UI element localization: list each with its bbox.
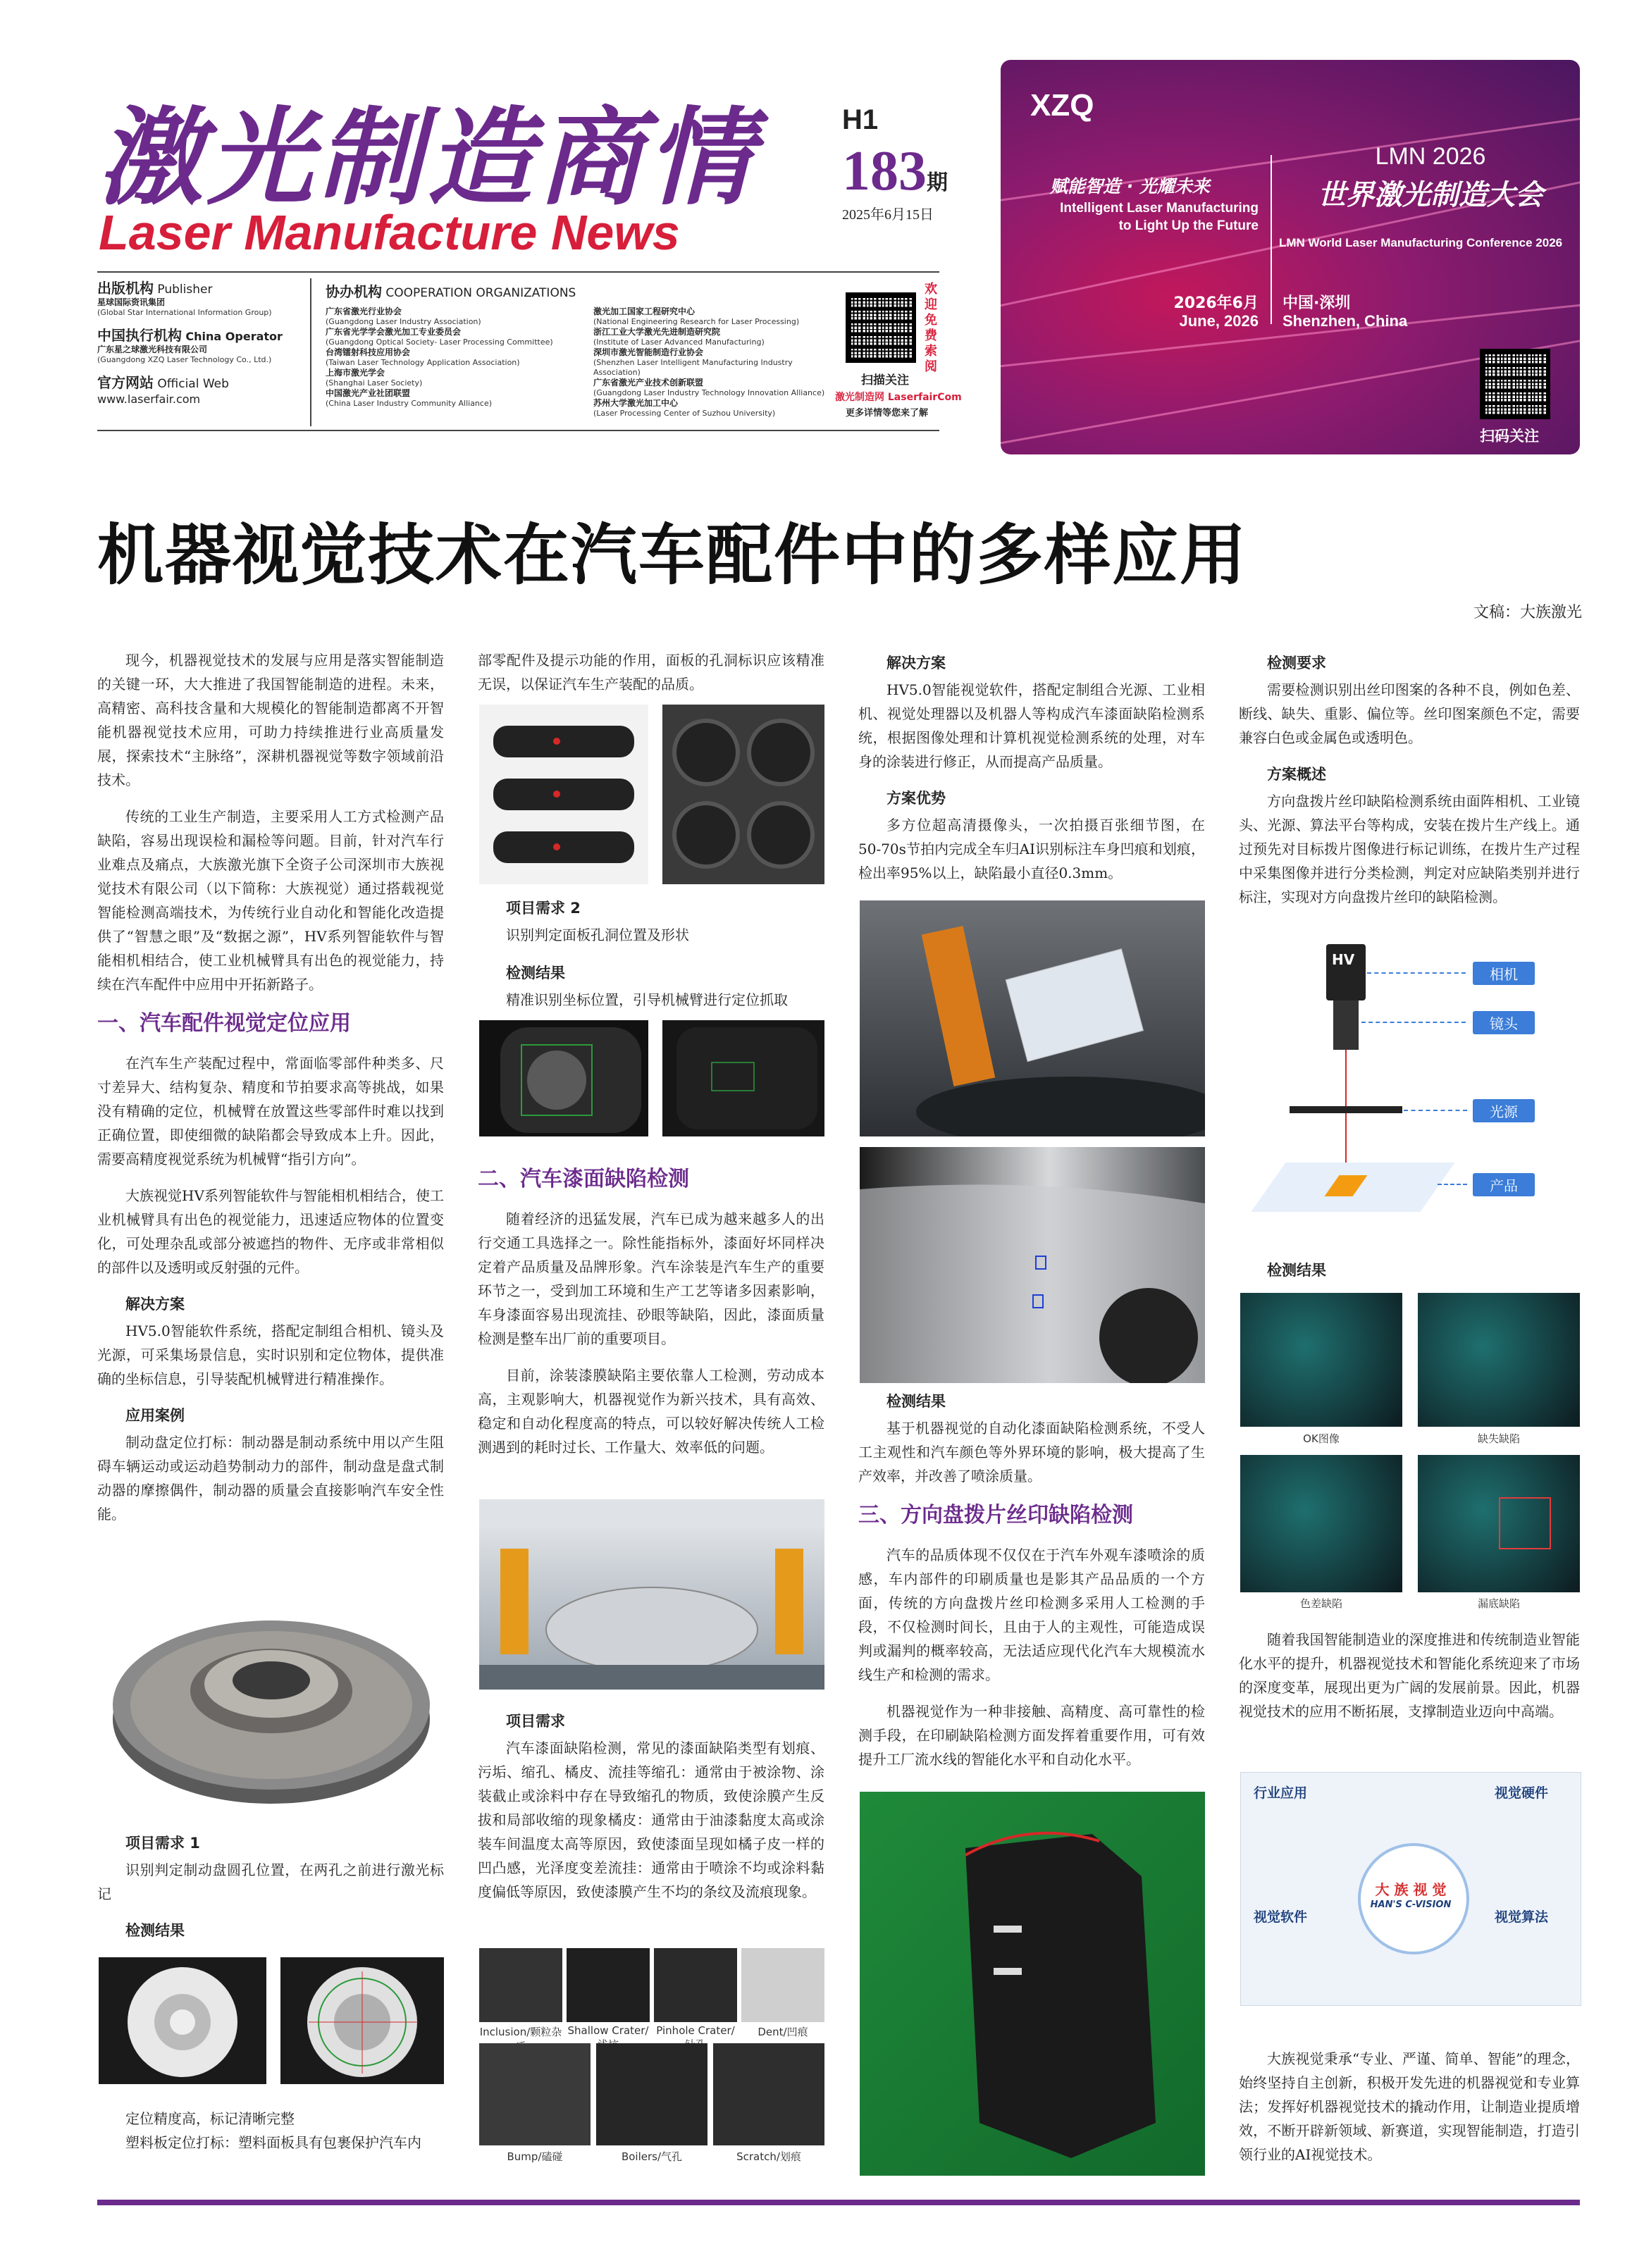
subheading: 项目需求 1 [125,1835,200,1852]
operator-name: 广东星之球激光科技有限公司 [97,345,208,354]
paragraph: 部零配件及提示功能的作用，面板的孔洞标识应该精准无误，以保证汽车生产装配的品质。 [478,652,824,693]
defect-caption: Pinhole Crater/ [656,2024,735,2037]
result-leak-image [1418,1455,1580,1592]
paddle-shifter-photo [860,1792,1205,2176]
defect-thumb [567,1948,650,2022]
result-color-image [1240,1455,1402,1592]
paragraph: 在汽车生产装配过程中，常面临零部件种类多、尺寸差异大、结构复杂、精度和节拍要求高等挑战，如果没有精确的定位，机械臂在放置这些零部件时难以找到正确位置，即使细微的缺陷都会导致成本上升。因此，需要高精度视觉系统为机械臂“指引方向”。 [97,1055,444,1167]
result-caption: 缺失缺陷 [1477,1432,1520,1445]
banner-event-en: LMN World Laser Manufacturing Conference 2026 [1279,236,1563,249]
web-label-en: Official Web [157,377,229,391]
org-name: 广东省光学学会激光加工专业委员会 [326,327,462,337]
masthead-rule-bottom [97,430,939,431]
infographic-hardware: 视觉硬件 [1495,1785,1549,1801]
column-4-closing [1239,2047,1580,2179]
banner-scan-label: 扫码关注 [1480,428,1539,445]
defect-thumb [596,2043,707,2145]
paragraph: HV5.0智能软件系统，搭配定制组合相机、镜头及光源，可采集场景信息，实时识别和定位物体，提供准确的坐标信息，引导装配机械臂进行精准操作。 [97,1322,444,1387]
org-name-en: (Guangdong Optical Society- Laser Processing Committee) [326,337,553,347]
leader-line [1404,1110,1467,1111]
result-image-grid [1240,1293,1580,1617]
banner-place-en: Shenzhen, China [1283,312,1408,330]
banner-slogan-cn: 赋能智造 · 光耀未来 [1050,176,1210,197]
paragraph: 精准识别坐标位置，引导机械臂进行定位抓取 [506,991,788,1008]
defect-thumb [479,2043,591,2145]
issue-date: 2025年6月15日 [842,207,934,223]
paragraph: HV5.0智能视觉软件，搭配定制组合光源、工业相机、视觉处理器以及机器人等构成汽车漆面缺陷检测系统，根据图像处理和计算机视觉检测系统的处理，对车身的涂装进行修正，从而提高产品质量。 [858,681,1205,770]
column-3-mid [858,1387,1205,1784]
subheading: 检测结果 [125,1922,185,1939]
column-2-mid [478,893,824,1024]
org-name-en: (Institute of Laser Advanced Manufacturing) [593,337,765,347]
qr-site-label[interactable]: 激光制造网 LaserfairCom [835,392,962,403]
column-3 [858,648,1205,898]
defect-caption: Boilers/气孔 [621,2150,683,2163]
subheading: 应用案例 [125,1407,185,1424]
cooperation-orgs-right [593,306,833,419]
publisher-name-en: (Global Star International Information Group) [97,308,272,317]
defect-thumb [479,1948,562,2022]
web-url[interactable]: www.laserfair.com [97,392,201,406]
subheading: 检测结果 [1267,1262,1326,1279]
event-banner[interactable] [1001,60,1580,454]
org-name-en: (Shenzhen Laser Intelligent Manufacturing Industry Association) [593,358,793,377]
qr-scan-label: 扫描关注 [861,373,909,388]
infographic-software: 视觉软件 [1254,1909,1308,1925]
issue-number [842,140,948,204]
column-1-bottom [97,2107,444,2167]
paragraph: 基于机器视觉的自动化漆面缺陷检测系统，不受人工主观性和汽车颜色等外界环境的影响，极大提高了生产效率，并改善了喷涂质量。 [858,1420,1205,1485]
paint-line-illustration [479,1499,824,1690]
defect-caption: Bump/磕碰 [507,2150,563,2163]
column-divider [310,278,311,426]
infographic-center-circle [1358,1843,1469,1954]
paragraph: 制动盘定位打标：制动器是制动系统中用以产生阻碍车辆运动或运动趋势制动力的部件，制动盘是盘式制动器的摩擦偶件，制动器的质量会直接影响汽车安全性能。 [97,1434,444,1523]
org-name-en: (China Laser Industry Community Alliance) [326,399,493,408]
leader-line [1438,1184,1467,1185]
defect-highlight-box [1499,1497,1551,1549]
subheading: 检测结果 [506,965,565,981]
org-name-en: (Taiwan Laser Technology Application Association) [326,358,520,367]
paragraph: 随着经济的迅猛发展，汽车已成为越来越多人的出行交通工具选择之一。除性能指标外，漆面好坏同样决定着产品质量及品牌形象。汽车涂装是汽车生产的重要环节之一，受到加工环境和生产工艺等诸多因素影响，车身漆面容易出现流挂、砂眼等缺陷，因此，漆面质量检测是整车出厂前的重要项目。 [478,1210,824,1347]
column-1 [97,648,444,1539]
panel-result-1 [479,1020,648,1136]
brake-disc-result-1 [99,1957,266,2084]
publisher-label: 出版机构 [97,280,154,297]
brake-disc-photo [99,1585,444,1821]
paragraph: 大族视觉秉承“专业、严谨、简单、智能”的理念，始终坚持自主创新，积极开发先进的机器视觉和专业算法；发挥好机器视觉技术的撬动作用，让制造业提质增效，不断开辟新领域、新赛道，实现智能制造，打造引领行业的AI视觉技术。 [1239,2050,1580,2163]
defect-caption: Dent/凹痕 [758,2026,808,2038]
qr-code[interactable] [846,292,916,363]
column-4-results [1239,1256,1580,1285]
article-headline: 机器视觉技术在汽车配件中的多样应用 [97,516,1248,594]
plastic-panel-illustration [479,705,648,884]
org-name: 广东省激光产业技术创新联盟 [593,378,704,388]
paragraph: 塑料板定位打标：塑料面板具有包裹保护汽车内 [125,2134,421,2151]
robot-inspection-illustration [860,900,1205,1136]
subheading: 项目需求 2 [506,900,581,917]
qr-more-label: 更多详情等您来了解 [846,408,929,419]
paddle-shifter-illustration [860,1792,1205,2176]
subheading: 解决方案 [125,1296,185,1313]
paragraph: 需要检测识别出丝印图案的各种不良，例如色差、断线、缺失、重影、偏位等。丝印图案颜色不定，需要兼容白色或金属色或透明色。 [1239,681,1580,746]
panel-result-illustration [479,1020,648,1136]
publisher-name: 星球国际资讯集团 [97,297,166,307]
paragraph: 方向盘拨片丝印缺陷检测系统由面阵相机、工业镜头、光源、算法平台等构成，安装在拨片生产线上。通过预先对目标拨片图像进行标记训练，在拨片生产过程中采集图像并进行分类检测，判定对应缺陷类别并进行标注，实现对方向盘拨片丝印的缺陷检测。 [1239,793,1580,905]
car-door-defect-photo [860,1147,1205,1383]
paragraph: 目前，涂装漆膜缺陷主要依靠人工检测，劳动成本高，主观影响大，机器视觉作为新兴技术，具有高效、稳定和自动化程度高的特点，可以较好解决传统人工检测遇到的耗时过长、工作量大、效率低的问题。 [478,1367,824,1456]
operator-label-en: China Operator [185,330,283,343]
defect-thumb [713,2043,824,2145]
cooperation-block [326,280,833,419]
section-heading-1: 一、汽车配件视觉定位应用 [97,1011,351,1036]
banner-place-cn: 中国·深圳 [1283,295,1351,312]
parts-tray-photo [662,705,824,884]
cooperation-label-en: COOPERATION ORGANIZATIONS [385,286,576,300]
camera-label: 相机 [1473,962,1535,985]
infographic-algorithm: 视觉算法 [1495,1909,1549,1925]
paragraph: 识别判定面板孔洞位置及形状 [506,927,689,943]
publisher-label-en: Publisher [157,283,213,297]
subheading: 项目需求 [506,1713,565,1730]
plastic-panel-photo [479,705,648,884]
banner-brand: XZQ [1030,88,1094,123]
camera-hv-label: HV [1332,951,1355,968]
defect-thumb [654,1948,737,2022]
panel-result-2 [662,1020,824,1136]
footer-rule [97,2200,1580,2205]
subheading: 解决方案 [886,655,946,671]
subheading: 方案优势 [886,790,946,807]
panel-result-illustration [662,1020,824,1136]
column-2 [478,648,824,709]
masthead-rule [97,271,939,273]
cooperation-label: 协办机构 [326,283,382,300]
issue-unit: 期 [927,171,948,194]
org-name: 苏州大学激光加工中心 [593,398,679,408]
org-name-en: (Guangdong Laser Industry Technology Innovation Alliance) [593,388,825,397]
issue-number-value: 183 [842,140,927,202]
banner-qr-code[interactable] [1480,349,1550,419]
infographic-center-en: HAN'S C-VISION [1370,1900,1452,1910]
column-4-body [1239,1628,1580,1736]
subheading: 检测结果 [886,1393,946,1410]
lens-label: 镜头 [1473,1011,1535,1034]
section-heading-3: 三、方向盘拨片丝印缺陷检测 [858,1503,1133,1528]
banner-slogan-en1: Intelligent Laser Manufacturing [1060,201,1259,216]
product-label: 产品 [1473,1173,1535,1196]
light-source-bar [1290,1106,1402,1113]
web-label: 官方网站 [97,374,154,391]
paragraph: 机器视觉作为一种非接触、高精度、高可靠性的检测手段，在印刷缺陷检测方面发挥着重要作用，可有效提升工厂流水线的智能化水平和自动化水平。 [858,1703,1205,1768]
banner-date-cn: 2026年6月 [1173,295,1259,312]
robot-inspection-photo [860,900,1205,1136]
column-2-lower [478,1706,824,1916]
subheading: 方案概述 [1267,766,1326,783]
inspection-setup-diagram [1240,930,1580,1240]
org-name: 中国激光产业社团联盟 [326,388,411,398]
defect-caption: Inclusion/颗粒杂 [479,2026,562,2038]
hans-vision-infographic [1240,1772,1581,2006]
result-caption: OK图像 [1303,1432,1340,1445]
org-name-en: (National Engineering Research for Laser Processing) [593,317,800,326]
parts-tray-illustration [662,705,824,884]
light-label: 光源 [1473,1099,1535,1122]
lens-body [1333,1000,1359,1050]
leader-line [1367,972,1466,974]
org-name: 台湾镭射科技应用协会 [326,347,411,357]
car-door-illustration [860,1147,1205,1383]
leader-line [1361,1022,1466,1023]
paragraph: 大族视觉HV系列智能软件与智能相机相结合，使工业机械臂具有出色的视觉能力，迅速适应物体的位置变化，可处理杂乱或部分被遮挡的物件、无序或非常相似的部件以及透明或反射强的元件。 [97,1187,444,1276]
paint-line-photo [479,1499,824,1690]
article-byline: 文稿：大族激光 [1473,604,1582,621]
org-name: 浙江工业大学激光先进制造研究院 [593,327,721,337]
result-caption: 漏底缺陷 [1477,1597,1520,1610]
org-name: 深圳市激光智能制造行业协会 [593,347,704,357]
qr-side-text: 欢迎免费索阅 [925,282,937,374]
paragraph: 定位精度高，标记清晰完整 [125,2110,295,2127]
banner-event: LMN 2026 [1375,143,1486,170]
org-name: 激光加工国家工程研究中心 [593,306,696,316]
org-name-en: (Guangdong Laser Industry Association) [326,317,481,326]
banner-event-cn: 世界激光制造大会 [1318,179,1543,211]
result-missing-image [1418,1293,1580,1427]
paragraph: 汽车的品质体现不仅仅在于汽车外观车漆喷涂的质感，车内部件的印刷质量也是影其产品品质的一个方面，传统的方向盘拨片丝印检测多采用人工检测的手段，不仅检测时间长，且由于人的主观性，可能造成误判或漏判的概率较高，无法适应现代化汽车大规模流水线生产和检测的需求。 [858,1547,1205,1683]
paragraph: 传统的工业生产制造，主要采用人工方式检测产品缺陷，容易出现误检和漏检等问题。目前，针对汽车行业难点及痛点，大族激光旗下全资子公司深圳市大族视觉技术有限公司（以下简称：大族视觉）通过搭载视觉智能检测高端技术，为传统行业自动化和智能化改造提供了“智慧之眼”及“数据之源”，HV系列智能软件与智能相机相结合，使工业机械臂具有出色的视觉能力，持续在汽车配件中应用中开拓新路子。 [97,808,444,993]
paragraph: 汽车漆面缺陷检测，常见的漆面缺陷类型有划痕、污垢、缩孔、橘皮、流挂等缩孔：通常由于被涂物、涂装截止或涂料中存在导致缩孔的物质，致使涂膜产生反拔和局部收缩的现象橘皮：通常由于油漆黏度太高或涂装车间温度太高等原因，致使漆面呈现如橘子皮一样的凹凸感，光泽度变差流挂：通常由于喷涂不均或涂料黏度偏低等原因，致使漆膜产生不均的条纹及流痕现象。 [478,1740,824,1900]
masthead-subtitle: Laser Manufacture News [99,205,680,260]
defect-thumb [741,1948,824,2022]
defect-caption: Scratch/划痕 [736,2150,801,2163]
banner-slogan-en2: to Light Up the Future [1118,218,1259,233]
org-name: 上海市激光学会 [326,368,385,378]
operator-label: 中国执行机构 [97,327,182,344]
defect-caption: Shallow Crater/ [567,2024,649,2037]
paragraph: 多方位超高清摄像头，一次拍摄百张细节图，在50-70s节拍内完成全车归AI识别标注车身凹痕和划痕，检出率95%以上，缺陷最小直径0.3mm。 [858,817,1205,881]
operator-name-en: (Guangdong XZQ Laser Technology Co., Ltd.) [97,355,272,364]
paragraph: 现今，机器视觉技术的发展与应用是落实智能制造的关键一环，大大推进了我国智能制造的进程。未来，高精密、高科技含量和大规模化的智能制造都离不开智能机器视觉技术应用，可助力持续推进行业高质量发展，探索技术“主脉络”，深耕机器视觉等数字领域前沿技术。 [97,652,444,788]
cooperation-orgs-left [326,306,565,419]
column-1-lower [97,1828,444,1945]
org-name-en: (Shanghai Laser Society) [326,378,423,388]
brake-disc-result-illustration [99,1957,266,2084]
column-2-body [478,1152,824,1472]
brake-disc-illustration [99,1585,444,1821]
brake-disc-result-2 [280,1957,444,2084]
defect-grid [479,1948,824,2177]
section-heading-2: 二、汽车漆面缺陷检测 [478,1167,689,1191]
edition-label: H1 [842,104,879,135]
infographic-center-cn: 大 族 视 觉 [1375,1881,1447,1898]
paragraph: 识别判定制动盘圆孔位置，在两孔之前进行激光标记 [97,1861,444,1902]
subheading: 检测要求 [1267,655,1326,671]
banner-date-en: June, 2026 [1179,312,1259,330]
org-name: 广东省激光行业协会 [326,306,402,316]
infographic-industry: 行业应用 [1254,1785,1308,1801]
brake-disc-result-illustration [280,1957,444,2084]
publisher-block [97,280,309,407]
paragraph: 随着我国智能制造业的深度推进和传统制造业智能化水平的提升，机器视觉技术和智能化系统迎来了市场的深度变革，展现出更为广阔的发展前景。因此，机器视觉技术的应用不断拓展，支撑制造业迈向中高端。 [1239,1631,1580,1720]
result-ok-image [1240,1293,1402,1427]
result-caption: 色差缺陷 [1299,1597,1342,1610]
masthead-title: 激光制造商情 [97,97,758,220]
column-4 [1239,648,1580,922]
org-name-en: (Laser Processing Center of Suzhou University) [593,409,776,418]
